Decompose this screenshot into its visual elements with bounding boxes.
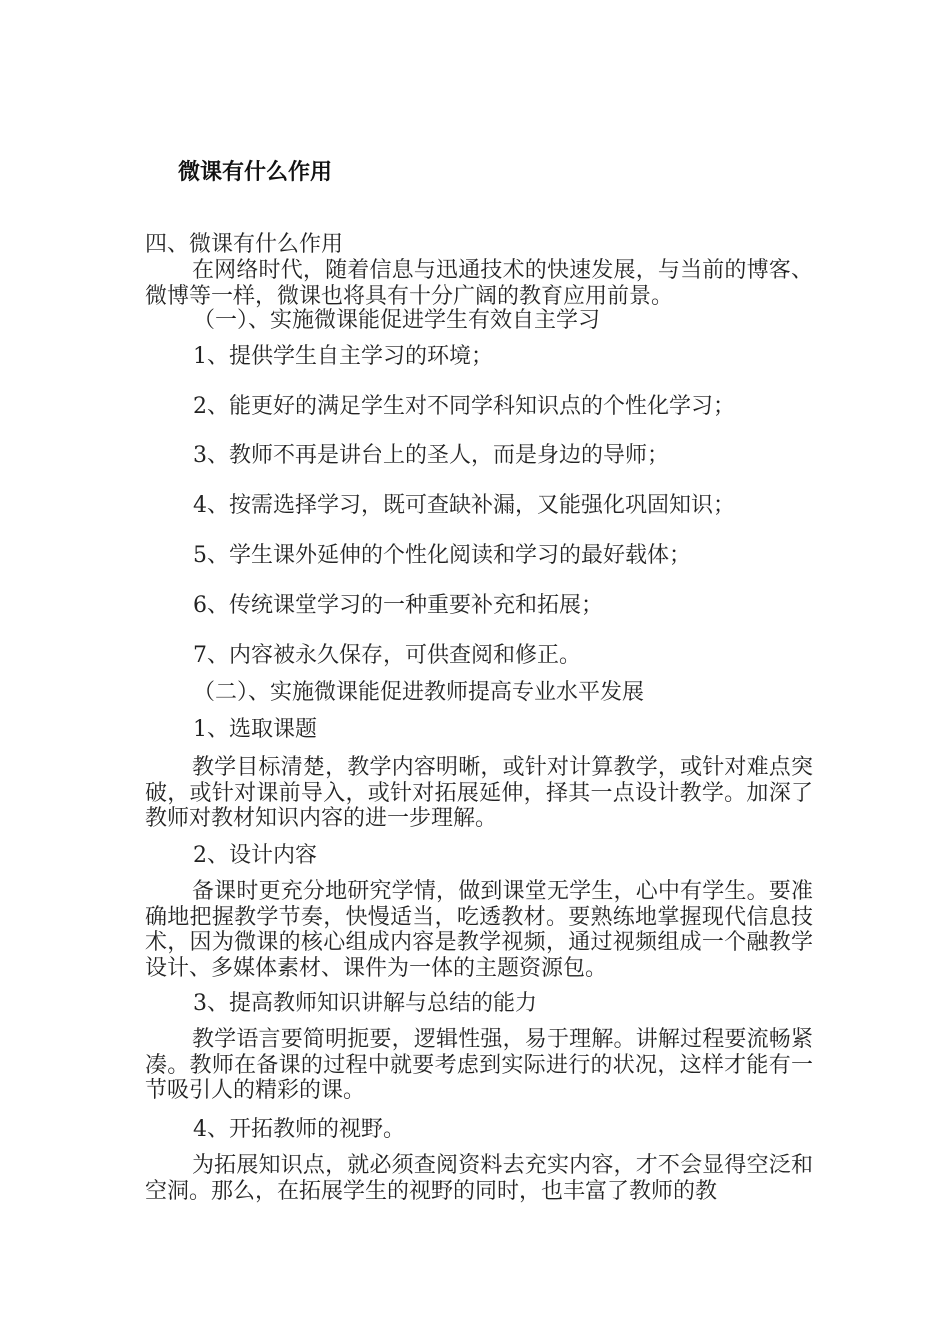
document-title: 微课有什么作用: [178, 160, 333, 185]
part1-heading: （一）、实施微课能促进学生有效自主学习: [193, 308, 601, 333]
paragraph-4: 为拓展知识点，就必须查阅资料去充实内容，才不会显得空泛和空洞。那么，在拓展学生的视野的同时，也丰富了教师的教: [145, 1153, 813, 1204]
subheading-1: 1、选取课题: [193, 717, 317, 742]
paragraph-2: 备课时更充分地研究学情，做到课堂无学生，心中有学生。要准确地把握教学节奏，快慢适当，吃透教材。要熟练地掌握现代信息技术，因为微课的核心组成内容是教学视频，通过视频组成一个融教学设计、多媒体素材、课件为一体的主题资源包。: [145, 879, 813, 981]
list-item: 5、学生课外延伸的个性化阅读和学习的最好载体；: [193, 543, 691, 568]
list-item: 1、提供学生自主学习的环境；: [193, 344, 493, 369]
section-heading: 四、微课有什么作用: [145, 232, 344, 257]
list-item: 3、教师不再是讲台上的圣人，而是身边的导师；: [193, 443, 669, 468]
intro-paragraph: 在网络时代，随着信息与迅通技术的快速发展，与当前的博客、微博等一样，微课也将具有十分广阔的教育应用前景。: [145, 258, 813, 309]
list-item: 6、传统课堂学习的一种重要补充和拓展；: [193, 593, 603, 618]
paragraph-3: 教学语言要简明扼要，逻辑性强，易于理解。讲解过程要流畅紧凑。教师在备课的过程中就要考虑到实际进行的状况，这样才能有一节吸引人的精彩的课。: [145, 1027, 813, 1103]
paragraph-1: 教学目标清楚，教学内容明晰，或针对计算教学，或针对难点突破，或针对课前导入，或针对拓展延伸，择其一点设计教学。加深了教师对教材知识内容的进一步理解。: [145, 755, 813, 831]
subheading-3: 3、提高教师知识讲解与总结的能力: [193, 991, 537, 1016]
list-item: 4、按需选择学习，既可查缺补漏，又能强化巩固知识；: [193, 493, 735, 518]
list-item: 2、能更好的满足学生对不同学科知识点的个性化学习；: [193, 394, 735, 419]
subheading-4: 4、开拓教师的视野。: [193, 1117, 405, 1142]
part2-heading: （二）、实施微课能促进教师提高专业水平发展: [193, 680, 645, 705]
subheading-2: 2、设计内容: [193, 843, 317, 868]
list-item: 7、内容被永久保存，可供查阅和修正。: [193, 643, 581, 668]
